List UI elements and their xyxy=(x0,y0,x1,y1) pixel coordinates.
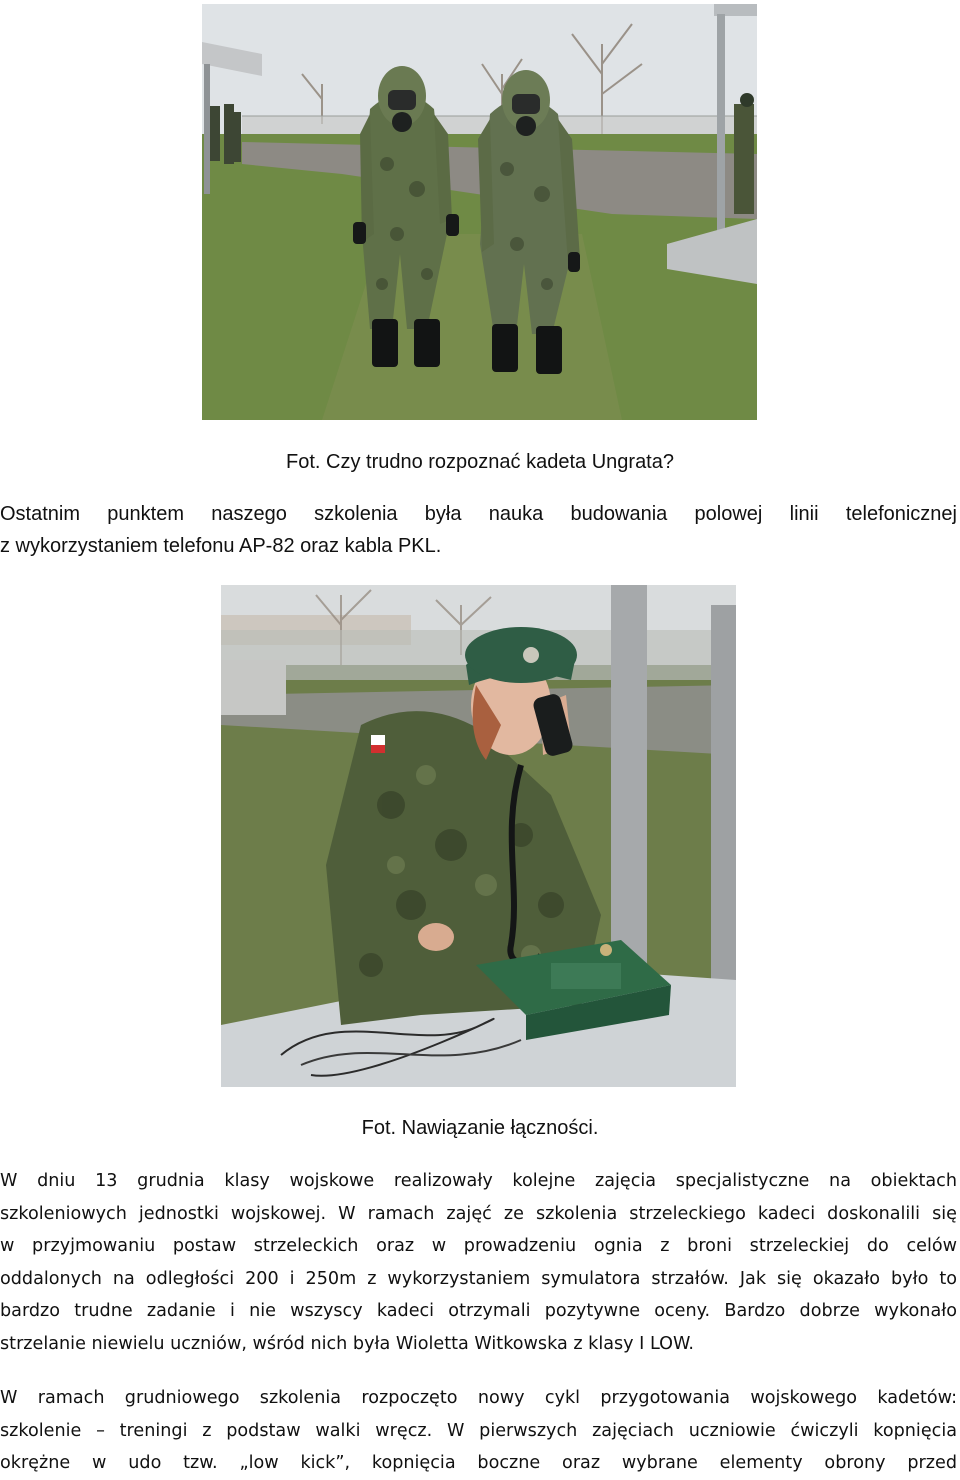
text-line: W dniu 13 grudnia klasy wojskowe realizowały kolejne zajęcia specjalistyczne na obiektach xyxy=(0,1171,957,1191)
text-line: strzelanie niewielu uczniów, wśród nich była Wioletta Witkowska z klasy I LOW. xyxy=(0,1333,694,1354)
text-line: szkoleniowych jednostki wojskowej. W ramach zajęć ze szkolenia strzeleckiego kadeci doskonalili się xyxy=(0,1203,957,1224)
text-line: okrężne w udo tzw. „low kick”, kopnięcia boczne oraz wybrane elementy obrony przed xyxy=(0,1453,957,1474)
paragraph-telephone-line xyxy=(0,498,957,562)
photo-cadets-gas-masks xyxy=(202,4,757,420)
text-line: w przyjmowaniu postaw strzeleckich oraz w prowadzeniu ognia z broni strzeleckiej do celów xyxy=(0,1236,957,1257)
photo-cadet-field-telephone xyxy=(221,585,736,1087)
text-line: oddalonych na odległości 200 i 250m z wykorzystaniem symulatora strzałów. Jak się okazało było to xyxy=(0,1268,957,1289)
photo-caption: Fot. Czy trudno rozpoznać kadeta Ungrata? xyxy=(286,451,674,473)
paragraph-hand-to-hand-combat xyxy=(0,1382,957,1480)
text-line: Ostatnim punktem naszego szkolenia była nauka budowania polowej linii telefonicznej xyxy=(0,503,957,525)
text-line: szkolenie – treningi z podstaw walki wręcz. W pierwszych zajęciach uczniowie ćwiczyli kopnięcia xyxy=(0,1420,957,1441)
text-line: W ramach grudniowego szkolenia rozpoczęto nowy cykl przygotowania wojskowego kadetów: xyxy=(0,1388,957,1408)
text-line: z wykorzystaniem telefonu AP-82 oraz kabla PKL. xyxy=(0,535,442,557)
paragraph-shooting-training xyxy=(0,1165,957,1361)
text-line: bardzo trudne zadanie i nie wszyscy kadeci otrzymali pozytywne oceny. Bardzo dobrze wykonało xyxy=(0,1301,957,1322)
photo-caption: Fot. Nawiązanie łączności. xyxy=(361,1117,599,1139)
